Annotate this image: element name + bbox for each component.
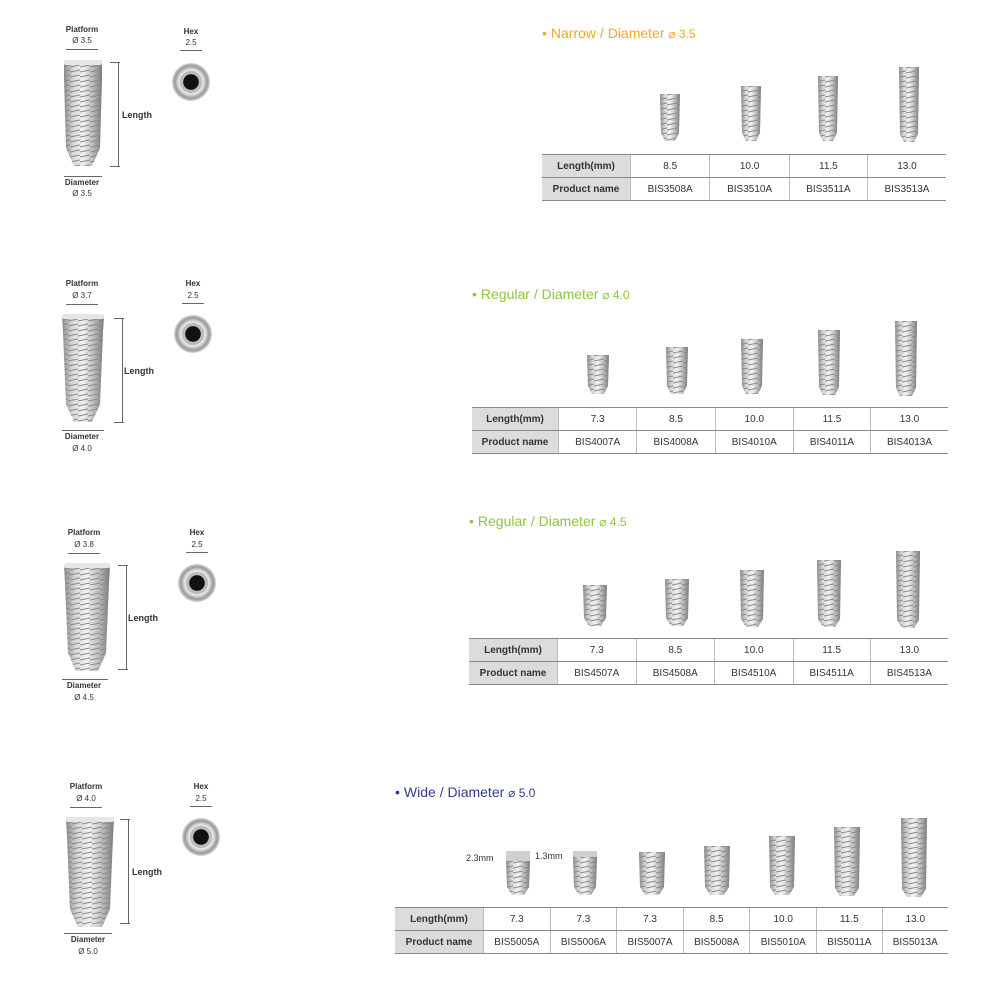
spec-table bbox=[395, 907, 948, 954]
hex-underline bbox=[186, 552, 208, 553]
diameter-label: Diameter bbox=[64, 178, 100, 187]
implant-bis5008a-image bbox=[701, 843, 733, 897]
dim-line-length bbox=[118, 62, 119, 166]
diameter-value: Ø 4.0 bbox=[72, 444, 92, 453]
hex-value: 2.5 bbox=[187, 291, 199, 300]
hex-label: Hex bbox=[185, 279, 201, 288]
platform-value: Ø 3.8 bbox=[74, 540, 94, 549]
hex-value: 2.5 bbox=[185, 38, 197, 47]
dim-line-length bbox=[122, 318, 123, 422]
length-row: Length(mm) 7.3 8.5 10.0 11.5 13.0 bbox=[469, 639, 948, 662]
section-title: • Regular / Diameter ⌀ 4.0 bbox=[472, 286, 630, 302]
spec-table bbox=[472, 407, 948, 454]
length-label: Length bbox=[128, 613, 158, 623]
implant-7-3-image bbox=[580, 582, 610, 628]
implant-8-5-image bbox=[657, 91, 683, 143]
platform-underline bbox=[66, 304, 98, 305]
length-row: Length(mm) 7.3 7.3 7.3 8.5 10.0 11.5 13.0 bbox=[395, 908, 948, 931]
product-row: Product name BIS4507A BIS4508A BIS4510A BIS4511A BIS4513A bbox=[469, 662, 948, 685]
implant-11-5-image bbox=[815, 73, 841, 143]
diameter-overline bbox=[64, 176, 102, 177]
implant-11-5-image bbox=[815, 327, 843, 397]
diameter-overline bbox=[62, 679, 108, 680]
platform-underline bbox=[66, 49, 98, 50]
hex-underline bbox=[182, 303, 204, 304]
dim-line-length bbox=[128, 819, 129, 923]
main-implant-image bbox=[58, 312, 108, 426]
diameter-label: Diameter bbox=[64, 432, 100, 441]
diameter-label: Diameter bbox=[70, 935, 106, 944]
dim-tick-bottom bbox=[118, 669, 128, 670]
main-implant-image bbox=[60, 561, 114, 675]
diameter-overline bbox=[64, 933, 112, 934]
hex-top-view-icon bbox=[182, 818, 220, 856]
section-title: • Narrow / Diameter ⌀ 3.5 bbox=[542, 25, 696, 41]
length-label: Length bbox=[124, 366, 154, 376]
hex-label: Hex bbox=[183, 27, 199, 36]
dim-line-length bbox=[126, 565, 127, 669]
hex-top-view-icon bbox=[178, 564, 216, 602]
platform-label: Platform bbox=[69, 782, 103, 791]
platform-underline bbox=[68, 553, 100, 554]
implant-11-5-image bbox=[814, 557, 844, 629]
implant-13-0-image bbox=[892, 318, 920, 398]
diameter-value: Ø 4.5 bbox=[74, 693, 94, 702]
length-row: Length(mm) 7.3 8.5 10.0 11.5 13.0 bbox=[472, 408, 948, 431]
diameter-value: Ø 3.5 bbox=[72, 189, 92, 198]
diameter-overline bbox=[62, 430, 104, 431]
spec-table bbox=[542, 154, 946, 201]
spec-table bbox=[469, 638, 948, 685]
platform-label: Platform bbox=[67, 528, 101, 537]
hex-top-view-icon bbox=[174, 315, 212, 353]
implant-bis5010a-image bbox=[766, 833, 798, 897]
dim-tick-bottom bbox=[114, 422, 124, 423]
main-implant-image bbox=[62, 815, 118, 931]
implant-10-0-image bbox=[737, 567, 767, 629]
platform-value: Ø 3.5 bbox=[72, 36, 92, 45]
platform-value: Ø 3.7 bbox=[72, 291, 92, 300]
length-label: Length bbox=[132, 867, 162, 877]
dim-tick-bottom bbox=[110, 166, 120, 167]
platform-value: Ø 4.0 bbox=[76, 794, 96, 803]
hex-underline bbox=[190, 806, 212, 807]
hex-underline bbox=[180, 50, 202, 51]
diameter-label: Diameter bbox=[66, 681, 102, 690]
length-label: Length bbox=[122, 110, 152, 120]
collar-height-label-1: 2.3mm bbox=[466, 853, 494, 863]
implant-bis5005a-image bbox=[503, 849, 533, 897]
diameter-value: Ø 5.0 bbox=[78, 947, 98, 956]
hex-top-view-icon bbox=[172, 63, 210, 101]
hex-label: Hex bbox=[193, 782, 209, 791]
implant-8-5-image bbox=[662, 576, 692, 628]
implant-bis5007a-image bbox=[636, 849, 668, 897]
implant-7-3-image bbox=[584, 352, 612, 396]
implant-8-5-image bbox=[663, 344, 691, 396]
product-row: Product name BIS5005A BIS5006A BIS5007A BIS5008A BIS5010A BIS5011A BIS5013A bbox=[395, 931, 948, 954]
collar-height-label-2: 1.3mm bbox=[535, 851, 563, 861]
platform-underline bbox=[70, 807, 102, 808]
implant-13-0-image bbox=[896, 64, 922, 144]
implant-10-0-image bbox=[738, 83, 764, 143]
dim-tick-bottom bbox=[120, 923, 130, 924]
implant-bis5011a-image bbox=[831, 824, 863, 898]
product-row: Product name BIS3508A BIS3510A BIS3511A BIS3513A bbox=[542, 178, 946, 201]
platform-label: Platform bbox=[65, 279, 99, 288]
implant-13-0-image bbox=[893, 548, 923, 630]
implant-bis5006a-image bbox=[570, 849, 600, 897]
section-narrow-3-5 bbox=[0, 0, 1000, 230]
product-row: Product name BIS4007A BIS4008A BIS4010A BIS4011A BIS4013A bbox=[472, 431, 948, 454]
main-implant-image bbox=[60, 58, 106, 170]
implant-10-0-image bbox=[738, 336, 766, 396]
hex-value: 2.5 bbox=[195, 794, 207, 803]
hex-value: 2.5 bbox=[191, 540, 203, 549]
section-title: • Wide / Diameter ⌀ 5.0 bbox=[395, 784, 536, 800]
section-title: • Regular / Diameter ⌀ 4.5 bbox=[469, 513, 627, 529]
length-row: Length(mm) 8.5 10.0 11.5 13.0 bbox=[542, 155, 946, 178]
platform-label: Platform bbox=[65, 25, 99, 34]
hex-label: Hex bbox=[189, 528, 205, 537]
implant-bis5013a-image bbox=[898, 815, 930, 899]
